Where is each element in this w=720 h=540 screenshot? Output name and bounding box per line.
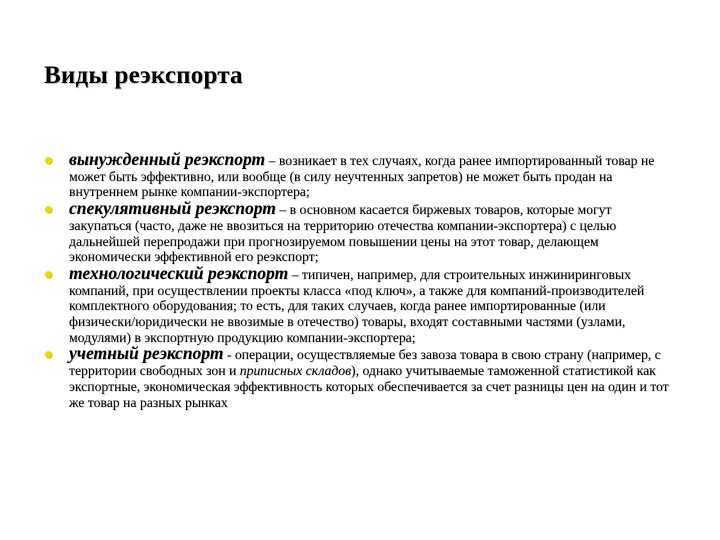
bullet-dot-icon <box>45 157 52 164</box>
description-forced-reexport: – возникает в тех случаях, когда ранее импортированный товар не может быть эффективно, или вообще (в силу неучтенных запретов) не может быть продан на внутреннем рынке компании-экспортера; <box>69 153 655 200</box>
bullet-dot-icon <box>45 206 52 213</box>
term-speculative-reexport: спекулятивный реэкспорт <box>69 198 276 219</box>
description-accounting-reexport-part1: - операции, осуществляемые без завоза товара в свою страну (например, с территории свободных зон и <box>69 347 661 379</box>
bullet-item-technological-reexport <box>44 262 674 346</box>
term-accounting-reexport: учетный реэкспорт <box>69 343 224 364</box>
bullet-item-accounting-reexport <box>44 343 674 410</box>
description-speculative-reexport: – в основном касается биржевых товаров, которые могут закупаться (часто, даже не ввозиться на территорию отечества компании-экспортера) с целью дальнейшей перепродажи при прогнозируемом повышении цены на этот товар, делающем экономически эффективной его реэкспорт; <box>69 202 617 265</box>
bullet-item-speculative-reexport <box>44 198 674 265</box>
term-forced-reexport: вынужденный реэкспорт <box>69 149 266 169</box>
bullet-list <box>44 149 674 411</box>
term-technological-reexport: технологический реэкспорт <box>69 262 289 283</box>
bullet-item-forced-reexport <box>44 149 674 200</box>
description-technological-reexport: – типичен, например, для строительных инжиниринговых компаний, при осуществлении проекты класса «под ключ», а также для компаний-производителей комплектного оборудования; то есть, для таких случаев, когда ранее импортированные (или физически/юридически не ввозимые в отечество) товары, входят составными частями (узлами, модулями) в экспортную продукцию компании-экспортера; <box>69 266 645 345</box>
bullet-dot-icon <box>45 271 52 278</box>
bullet-dot-icon <box>45 351 52 358</box>
description-accounting-reexport-italic: приписных складов <box>239 363 352 379</box>
description-accounting-reexport-part2: ), однако учитываемые таможенной статистикой как экспортные, экономическая эффективность которых обеспечивается за счет разницы цен на один и тот же товар на разных рынках <box>69 363 669 410</box>
slide-title: Виды реэкспорта <box>44 62 243 89</box>
